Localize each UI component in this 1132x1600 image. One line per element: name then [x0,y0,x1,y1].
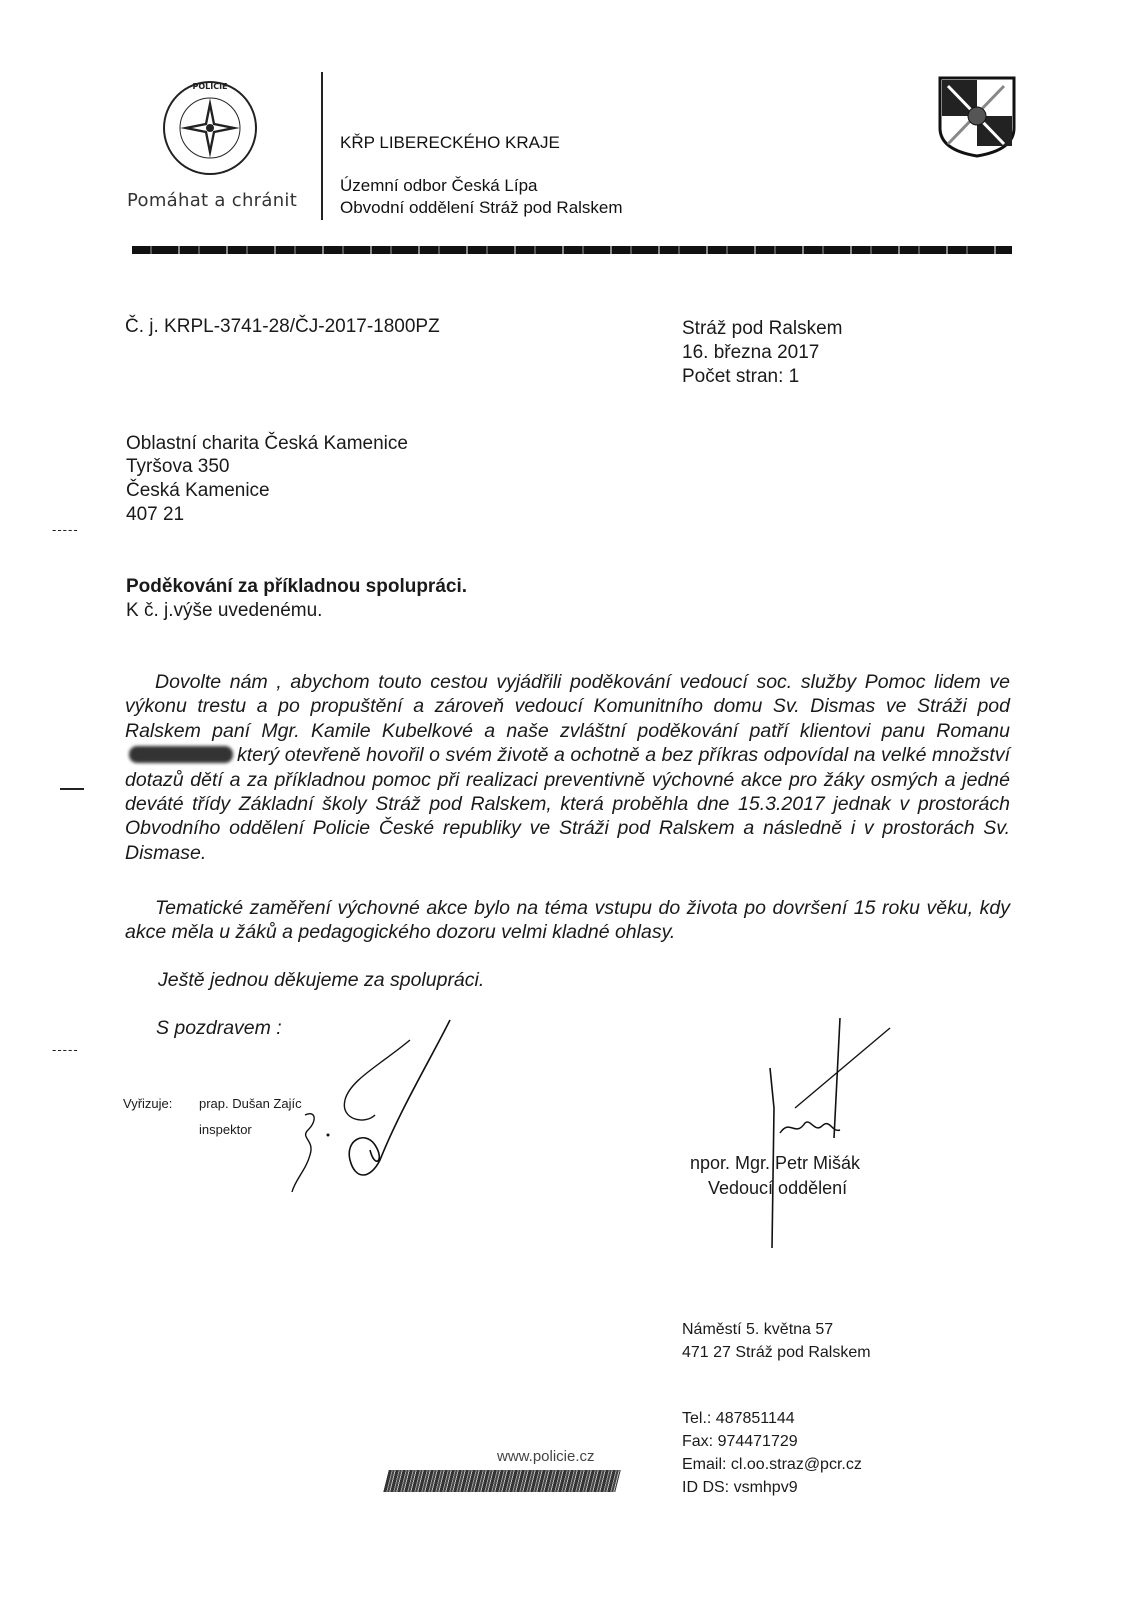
handler-signature [280,1020,450,1200]
body-paragraph-3: Ještě jednou děkujeme za spolupráci. [158,969,485,991]
handler-label: Vyřizuje: [123,1096,173,1111]
letter-date: 16. března 2017 [682,342,820,363]
footer-address-2: 471 27 Stráž pod Ralskem [682,1344,871,1361]
body-text: který otevřeně hovořil o svém životě a ochotně a bez příkras odpovídal na velké množství dotazů dětí a za příkladnou pomoc při realizaci preventivně výchovné akce pro žáky osmých a jedné deváté třídy Základní školy Stráž pod Ralskem, která proběhla dne 15.3.2017 jednak v prostorách Obvodního oddělení Policie České republiky ve Stráži pod Ralskem a následně i v prostorách Sv. Dismase. [125,744,1010,864]
recipient-street: Tyršova 350 [126,456,230,477]
header-rule [132,246,1012,254]
org-unit: Územní odbor Česká Lípa [340,176,538,195]
footer-website: www.policie.cz [497,1448,595,1465]
handler-title: inspektor [199,1122,252,1137]
signatory-title: Vedoucí oddělení [708,1178,848,1198]
org-dept: Obvodní oddělení Stráž pod Ralskem [340,198,623,217]
letter-place: Stráž pod Ralskem [682,318,843,339]
recipient-city: Česká Kamenice [126,480,270,501]
recipient-name: Oblastní charita Česká Kamenice [126,433,408,454]
footer-rule [383,1470,620,1492]
subject: Poděkování za příkladnou spolupráci. [126,576,468,597]
margin-mark-line [60,788,84,790]
recipient-zip: 407 21 [126,504,185,525]
body-paragraph-2 [125,896,1010,945]
redacted-name [129,746,233,763]
margin-mark: ----- [52,1042,79,1057]
footer-tel: Tel.: 487851144 [682,1410,795,1427]
footer-address-1: Náměstí 5. května 57 [682,1321,834,1338]
greeting: S pozdravem : [156,1017,282,1039]
body-text: Tematické zaměření výchovné akce bylo na téma vstupu do života po dovršení 15 roku věku, kdy akce měla u žáků a pedagogického dozoru velmi kladné ohlasy. [125,897,1010,944]
handler-name: prap. Dušan Zajíc [199,1096,302,1111]
crest-icon [938,76,1016,158]
signatory-signature [760,1018,920,1258]
margin-mark: ----- [52,522,79,537]
svg-text:POLICIE: POLICIE [192,82,228,91]
signatory-name: npor. Mgr. Petr Mišák [690,1153,861,1173]
header-divider [321,72,323,220]
body-text: Dovolte nám , abychom touto cestou vyjádřili poděkování vedoucí soc. služby Pomoc lidem ve výkonu trestu a po propuštění a zároveň vedoucí Komunitního domu Sv. Dismas ve Stráži pod Ralskem paní Mgr. Kamile Kubelkové a naše zvláštní poděkování patří klientovi panu Romanu [125,671,1010,742]
footer-fax: Fax: 974471729 [682,1433,798,1450]
motto: Pomáhat a chránit [127,190,298,211]
body-paragraph-1 [125,670,1010,865]
footer-ds: ID DS: vsmhpv9 [682,1479,798,1496]
subject-reference: K č. j.výše uvedenému. [126,600,323,621]
reference-number: Č. j. KRPL-3741-28/ČJ-2017-1800PZ [125,316,440,337]
org-title: KŘP LIBERECKÉHO KRAJE [340,133,560,152]
page-count: Počet stran: 1 [682,366,800,387]
footer-email: Email: cl.oo.straz@pcr.cz [682,1456,862,1473]
police-logo [160,78,260,178]
